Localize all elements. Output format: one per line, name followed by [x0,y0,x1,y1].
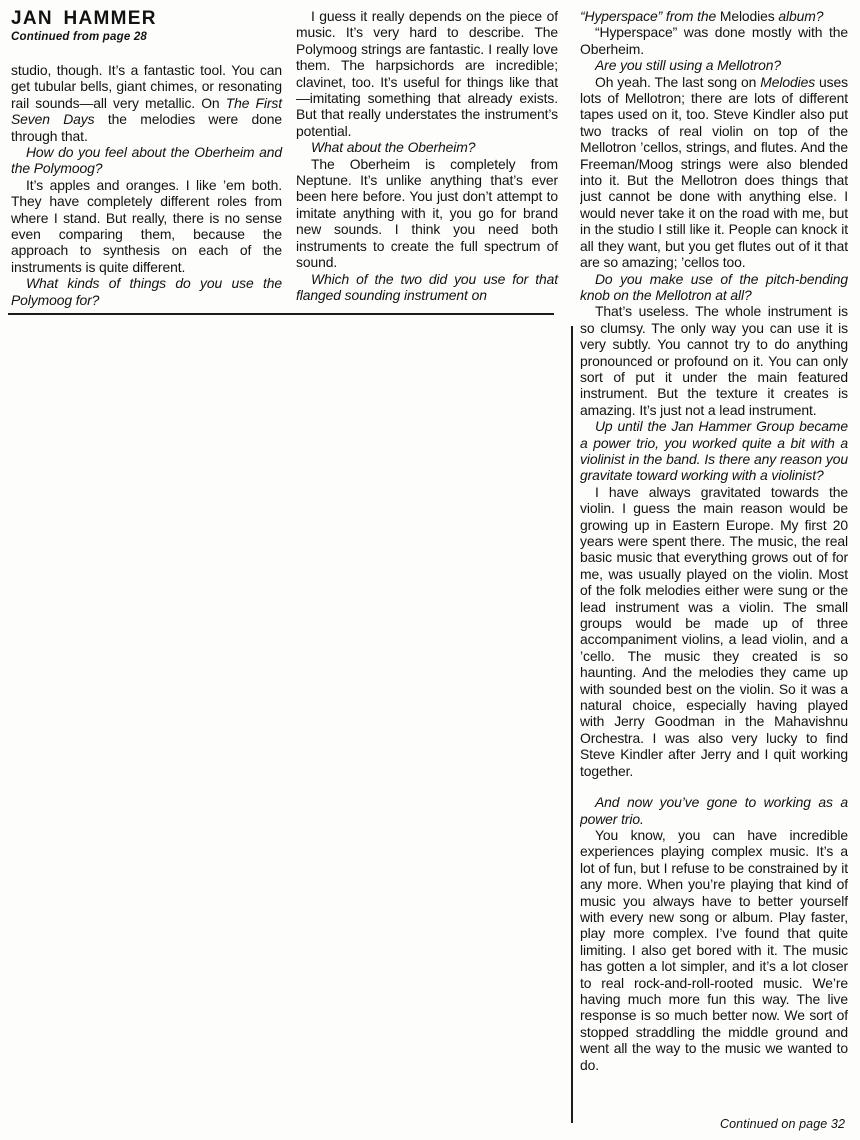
interview-question: What about the Oberheim? [311,139,476,156]
interview-question: What kinds of things do you use the Polymoog for? [11,275,282,308]
article-title: JAN HAMMER [11,8,157,29]
interview-question: Are you still using a Mellotron? [595,57,781,74]
continued-from-note: Continued from page 28 [11,31,148,43]
interview-answer: “Hyperspace” was done mostly with the Oberheim. [580,24,848,57]
interview-answer: I guess it really depends on the piece of music. It’s very hard to describe. The Polymoog strings are fantastic. I really love them. The harpsichords are incredible; clavinet, too. It’s useful for things like that—imitating something that already exists. But that really understates the instrument’s potential. [296,8,558,139]
article-text: “Hyperspace” from the Melodies album? [580,8,824,24]
article-header [11,8,282,43]
column-3-text [580,8,848,1073]
interview-answer: Oh yeah. The last song on Melodies uses lots of Mellotron; there are lots of different tapes used on it, too. Steve Kindler also put two tracks of real violin on top of the Mellotron ’cellos, strings, and flutes. And the Freeman/Moog strings were also blended into it. But the Mellotron does things that just cannot be done with anything else. I would never take it on the road with me, but in the studio I still like it. People can knock it all they want, but you get flutes out of it that are so amazing; ’cellos too. [580,73,848,271]
interview-answer: It’s apples and oranges. I like ’em both. They have completely different roles from where I stand. But really, there is no sense even comparing them, because the approach to synthesis on each of the instruments is quite different. [11,176,282,275]
vertical-divider-rule [571,326,573,1123]
interview-answer: I have always gravitated towards the violin. I guess the main reason would be growing up in Eastern Europe. My first 20 years were spent there. The music, the real basic music that everything grows out of for me, was usually played on the violin. Most of the folk melodies either were sung or the lead instrument was a violin. The small groups would be made up of three accompaniment violins, a lead violin, and a ’cello. The music they created is so haunting. And the melodies they came up with sounded best on the violin. So it was a natural choice, especially having played with Jerry Goodman in the Mahavishnu Orchestra. I was also very lucky to find Steve Kindler after Jerry and I quit working together. [580,483,848,779]
interview-answer: The Oberheim is completely from Neptune. It’s unlike anything that’s ever been here before. You just don’t attempt to imitate anything with it, you go for brand new sounds. I think you need both instruments to create the full spectrum of sound. [296,155,558,271]
horizontal-divider-rule [8,313,554,315]
column-3 [580,8,848,1110]
article-text: studio, though. It’s a fantastic tool. You can get tubular bells, giant chimes, or resonating rail sounds—all very metallic. On The First Seven Days the melodies were done through that. [11,62,282,144]
column-2 [296,8,558,303]
interview-answer: That’s useless. The whole instrument is so clumsy. The only way you can use it is very subtly. You cannot try to do anything pronounced or profound on it. You can only sort of put it under the main featured instrument. But the texture it creates is amazing. It’s just not a lead instrument. [580,303,848,418]
interview-question: Up until the Jan Hammer Group became a power trio, you worked quite a bit with a violinist in the band. Is there any reason you gravitate toward working with a violinist? [580,418,848,484]
column-1 [11,8,282,308]
column-2-text [296,8,558,303]
column-1-text [11,62,282,308]
interview-answer: You know, you can have incredible experiences playing complex music. It’s a lot of fun, but I refuse to be constrained by it any more. When you’re playing that kind of music you always have to better yourself with every new song or album. Play faster, play more complex. I’ve found that quite limiting. I also get bored with it. The music has gotten a lot simpler, and it’s a lot closer to real rock-and-roll-rooted music. We’re having much more fun this way. The live response is so much better now. We sort of stopped straddling the middle ground and went all the way to the music we wanted to do. [580,826,848,1073]
interview-question: And now you’ve gone to working as a power trio. [580,794,848,827]
interview-question: Which of the two did you use for that flanged sounding instrument on [296,270,558,303]
continued-on-note: Continued on page 32 [719,1117,845,1131]
interview-question: Do you make use of the pitch-bending knob on the Mellotron at all? [580,270,848,303]
interview-question: How do you feel about the Oberheim and the Polymoog? [11,144,282,177]
